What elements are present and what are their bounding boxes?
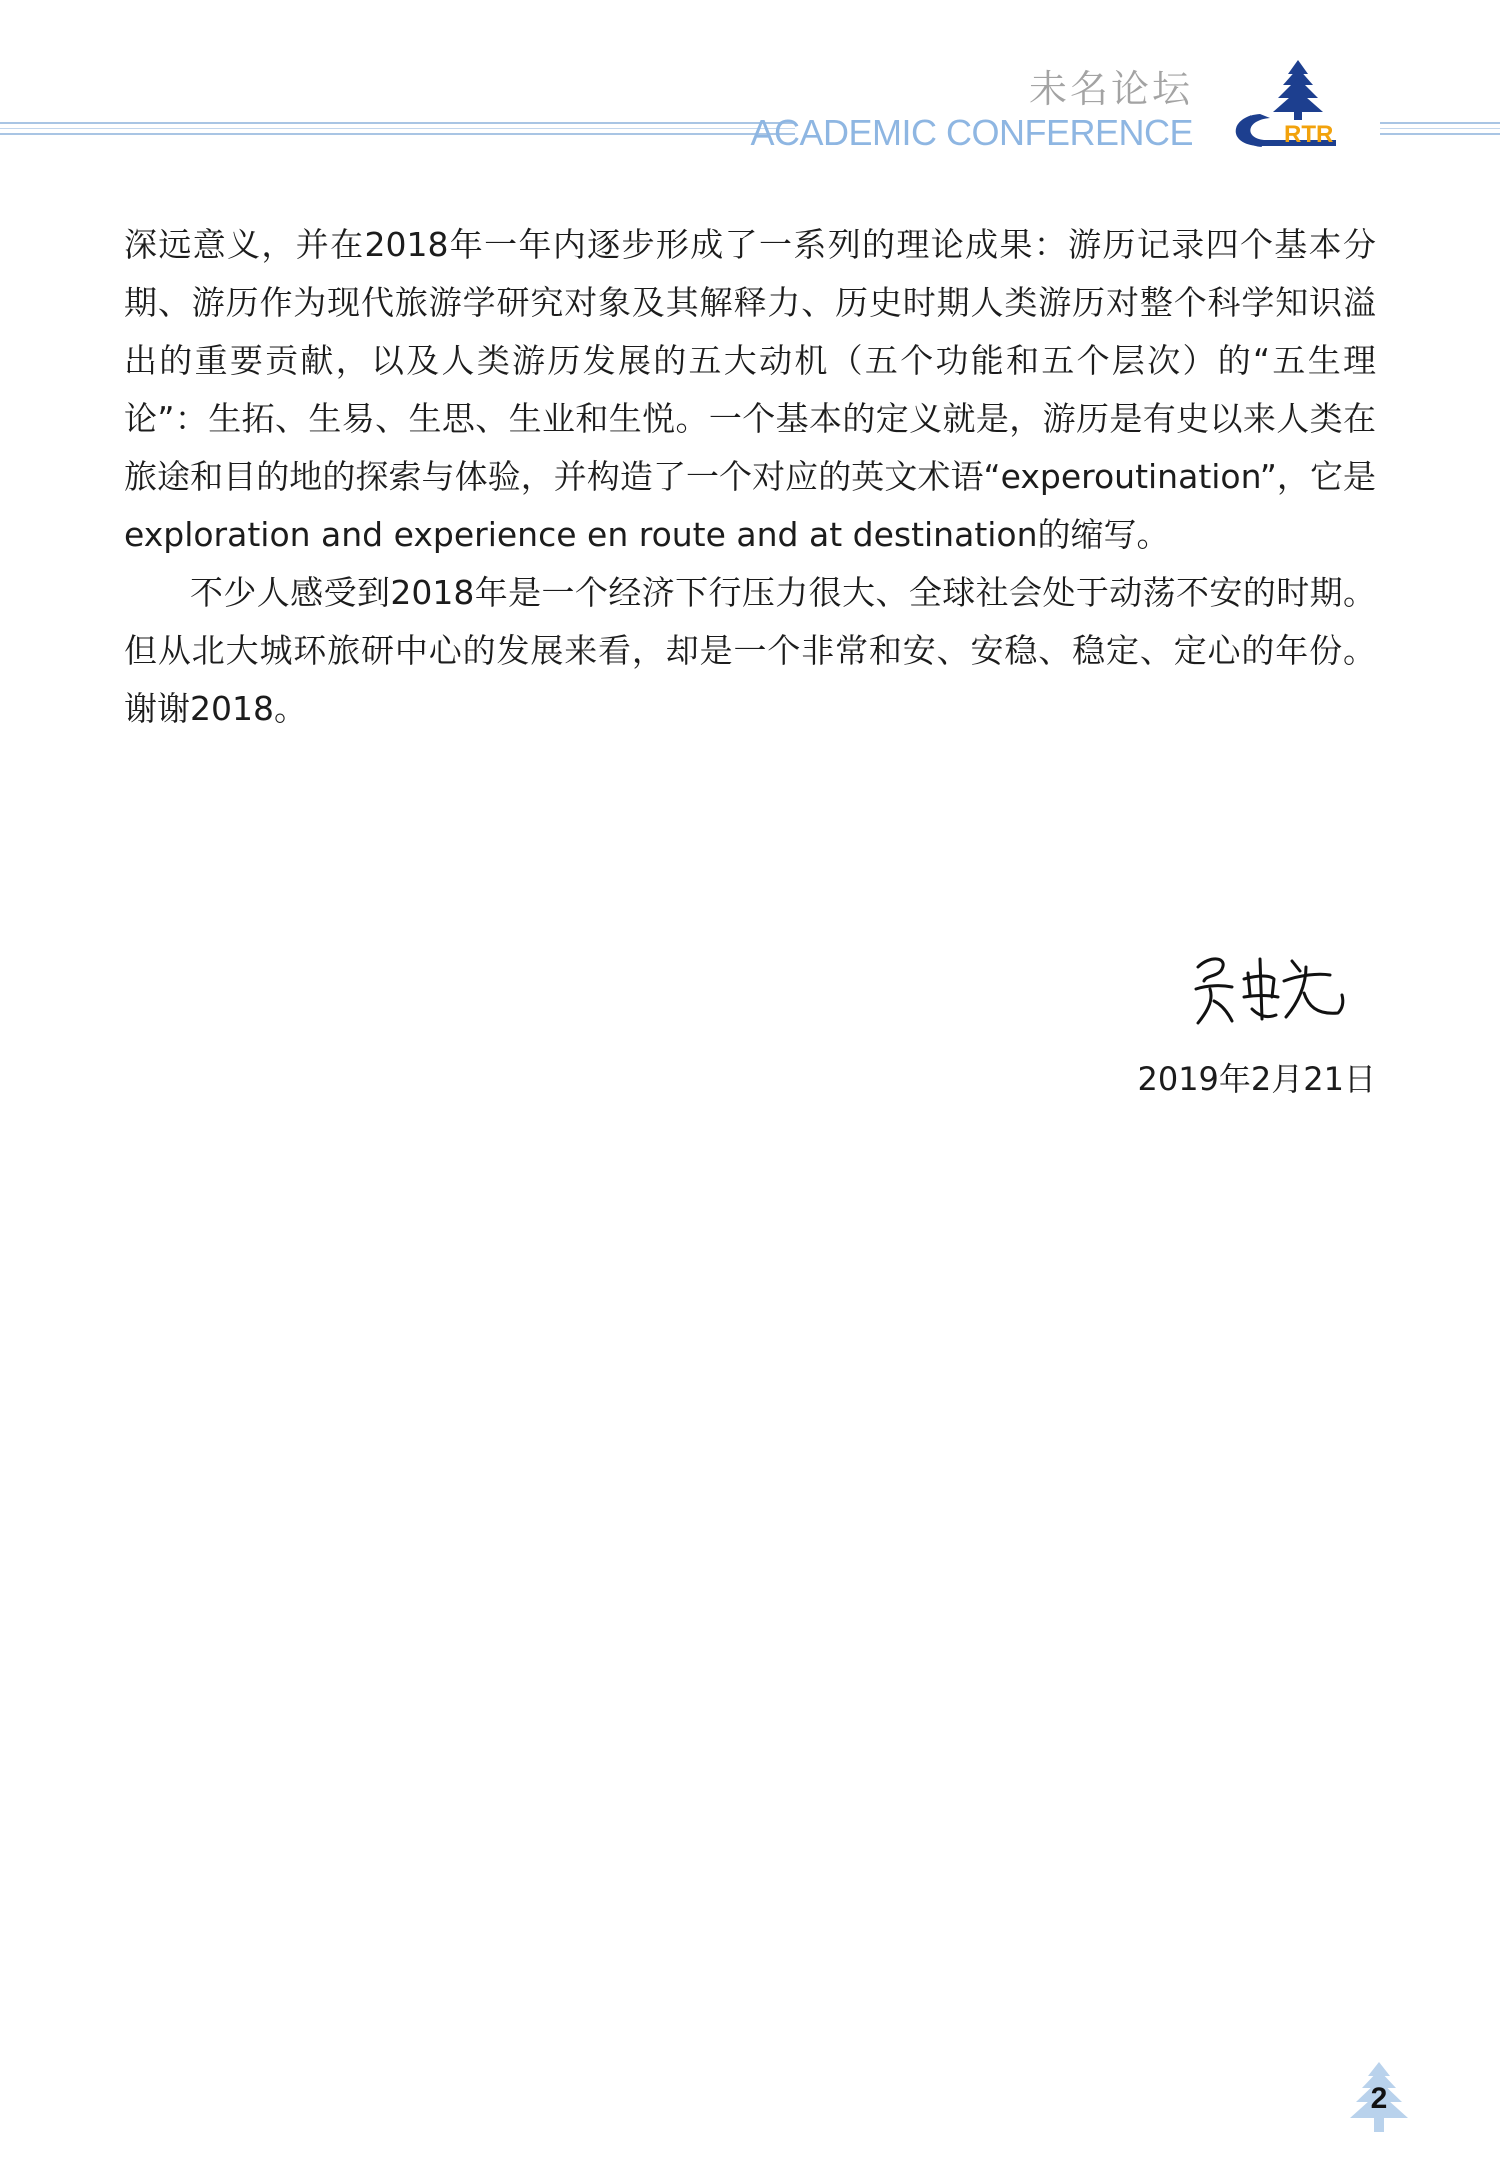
header-rule-left xyxy=(0,122,795,138)
handwritten-signature xyxy=(1188,945,1348,1035)
header-rule-right xyxy=(1380,122,1500,138)
paragraph-2: 不少人感受到2018年是一个经济下行压力很大、全球社会处于动荡不安的时期。但从北大城环旅研中心的发展来看，却是一个非常和安、安稳、稳定、定心的年份。谢谢2018。 xyxy=(124,573,1376,728)
rtr-logo-icon xyxy=(1218,58,1358,153)
page-number: 2 xyxy=(1370,2082,1388,2115)
paragraph-1: 深远意义，并在2018年一年内逐步形成了一系列的理论成果：游历记录四个基本分期、游历作为现代旅游学研究对象及其解释力、历史时期人类游历对整个科学知识溢出的重要贡献，以及人类游历发展的五大动机（五个功能和五个层次）的“五生理论”：生拓、生易、生思、生业和生悦。一个基本的定义就是，游历是有史以来人类在旅途和目的地的探索与体验，并构造了一个对应的英文术语“experoutination”，它是exploration and experience en route and at destination的缩写。 xyxy=(124,225,1376,554)
article-body xyxy=(124,216,1376,738)
forum-title-cn: 未名论坛 xyxy=(1028,67,1193,111)
signature-date: 2019年2月21日 xyxy=(1137,1060,1376,1098)
logo-text: RTR xyxy=(1284,121,1334,148)
forum-title-en: ACADEMIC CONFERENCE xyxy=(750,112,1193,153)
